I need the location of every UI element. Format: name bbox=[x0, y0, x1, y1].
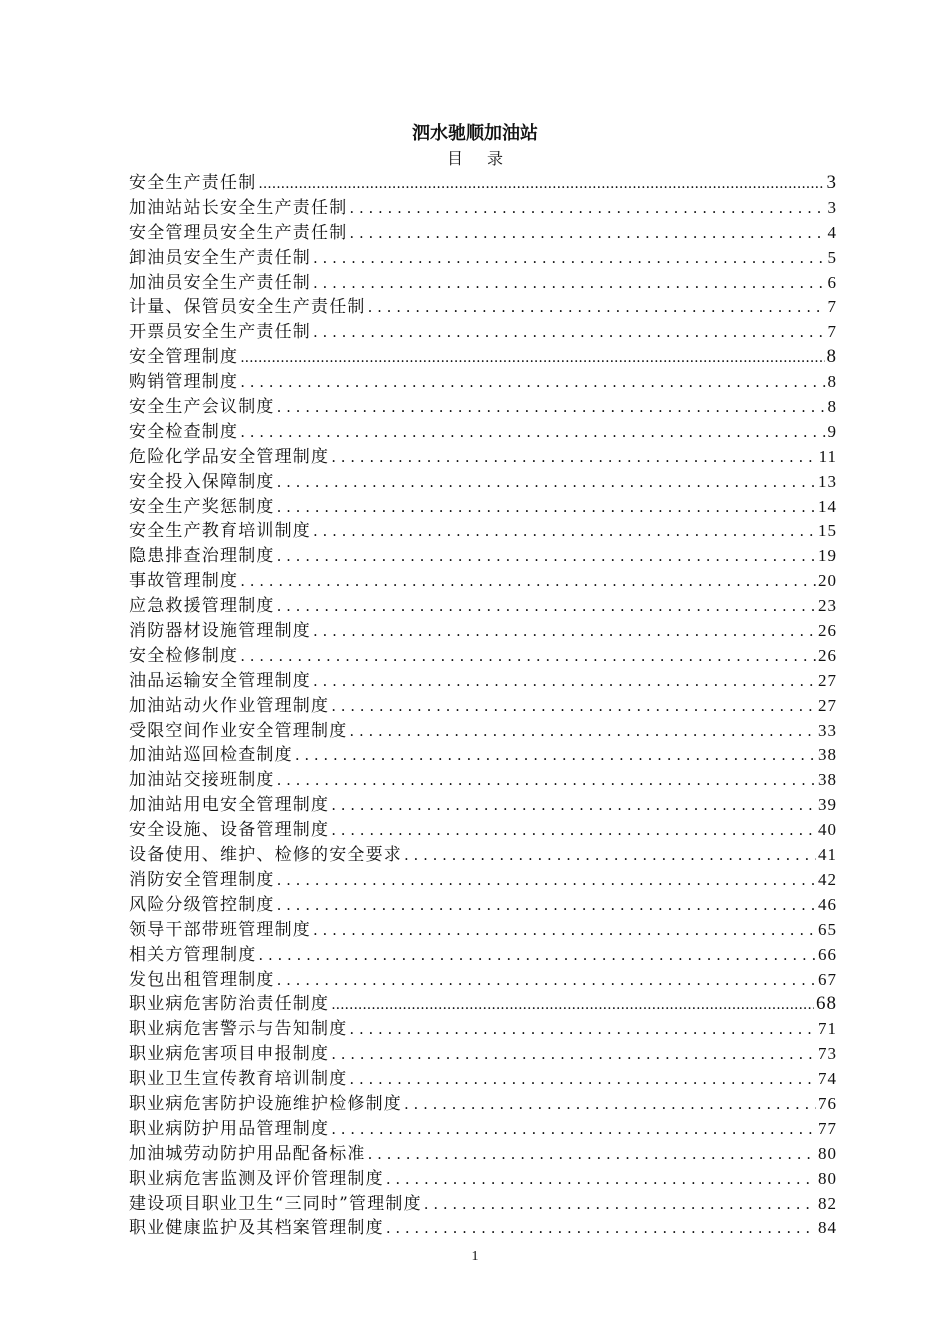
toc-leader-dots bbox=[349, 719, 816, 744]
toc-entry[interactable] bbox=[129, 669, 837, 694]
toc-entry[interactable] bbox=[129, 694, 837, 719]
toc-entry-page: 39 bbox=[818, 795, 837, 815]
toc-leader-dots bbox=[277, 495, 816, 520]
toc-entry-title: 安全生产奖惩制度 bbox=[129, 496, 275, 517]
toc-entry[interactable] bbox=[129, 420, 837, 445]
toc-entry-title: 应急救援管理制度 bbox=[129, 596, 275, 617]
toc-entry-title: 职业病危害防治责任制度 bbox=[129, 994, 330, 1015]
toc-leader-dots bbox=[277, 395, 826, 420]
toc-entry-page: 9 bbox=[827, 421, 837, 441]
toc-entry-title: 相关方管理制度 bbox=[129, 944, 257, 965]
toc-entry-page: 4 bbox=[827, 222, 837, 242]
toc-entry-page: 84 bbox=[818, 1218, 837, 1238]
toc-entry[interactable] bbox=[129, 1167, 837, 1192]
toc-leader-dots bbox=[277, 868, 816, 893]
toc-entry-page: 71 bbox=[818, 1019, 837, 1039]
toc-entry-title: 职业病危害警示与告知制度 bbox=[129, 1019, 348, 1040]
toc-leader-dots bbox=[331, 694, 816, 719]
toc-entry-page: 26 bbox=[818, 621, 837, 641]
toc-leader-dots bbox=[313, 320, 826, 345]
toc-leader-dots bbox=[277, 893, 816, 918]
toc-entry[interactable] bbox=[129, 1067, 837, 1092]
toc-entry-title: 职业病危害监测及评价管理制度 bbox=[129, 1168, 384, 1189]
toc-leader-dots bbox=[313, 669, 816, 694]
toc-leader-dots bbox=[349, 221, 825, 246]
toc-leader-dots bbox=[277, 968, 816, 993]
toc-entry[interactable] bbox=[129, 345, 837, 370]
toc-entry-title: 安全检修制度 bbox=[129, 645, 239, 666]
toc-entry[interactable] bbox=[129, 544, 837, 569]
toc-leader-dots bbox=[277, 470, 816, 495]
toc-entry-page: 68 bbox=[816, 993, 837, 1015]
toc-entry-page: 8 bbox=[826, 346, 837, 368]
toc-leader-dots bbox=[277, 768, 816, 793]
toc-entry-title: 购销管理制度 bbox=[129, 372, 239, 393]
toc-entry-page: 66 bbox=[818, 944, 837, 964]
toc-entry-title: 加油站交接班制度 bbox=[129, 770, 275, 791]
toc-entry-title: 发包出租管理制度 bbox=[129, 969, 275, 990]
toc-entry-title: 危险化学品安全管理制度 bbox=[129, 446, 330, 467]
toc-entry-page: 33 bbox=[818, 720, 837, 740]
table-of-contents bbox=[129, 171, 837, 1241]
toc-entry[interactable] bbox=[129, 370, 837, 395]
toc-leader-dots bbox=[313, 271, 826, 296]
toc-entry-page: 80 bbox=[818, 1168, 837, 1188]
toc-entry[interactable] bbox=[129, 1142, 837, 1167]
toc-entry-title: 安全设施、设备管理制度 bbox=[129, 820, 330, 841]
toc-entry[interactable] bbox=[129, 868, 837, 893]
toc-leader-dots bbox=[313, 918, 816, 943]
toc-entry-title: 加油站站长安全生产责任制 bbox=[129, 197, 348, 218]
toc-entry-page: 42 bbox=[818, 869, 837, 889]
toc-entry-title: 安全生产会议制度 bbox=[129, 397, 275, 418]
toc-entry[interactable] bbox=[129, 918, 837, 943]
toc-entry-page: 76 bbox=[818, 1093, 837, 1113]
toc-entry-page: 14 bbox=[818, 496, 837, 516]
toc-entry-title: 加油站巡回检查制度 bbox=[129, 745, 293, 766]
toc-entry-page: 74 bbox=[818, 1069, 837, 1089]
toc-entry-page: 46 bbox=[818, 894, 837, 914]
toc-entry-title: 加油站用电安全管理制度 bbox=[129, 795, 330, 816]
toc-entry-page: 73 bbox=[818, 1044, 837, 1064]
toc-heading: 目录 bbox=[446, 149, 527, 168]
toc-entry[interactable] bbox=[129, 893, 837, 918]
toc-entry-page: 3 bbox=[826, 172, 837, 193]
toc-entry-page: 38 bbox=[818, 770, 837, 790]
toc-entry-title: 风险分级管控制度 bbox=[129, 894, 275, 915]
toc-entry[interactable] bbox=[129, 569, 837, 594]
toc-entry-page: 7 bbox=[827, 297, 837, 317]
toc-entry-title: 职业健康监护及其档案管理制度 bbox=[129, 1218, 384, 1239]
toc-entry-title: 油品运输安全管理制度 bbox=[129, 670, 311, 691]
toc-entry-title: 加油站动火作业管理制度 bbox=[129, 695, 330, 716]
toc-entry[interactable] bbox=[129, 1192, 837, 1217]
toc-entry[interactable] bbox=[129, 594, 837, 619]
toc-leader-dots bbox=[240, 346, 824, 370]
toc-leader-dots bbox=[331, 1042, 816, 1067]
toc-leader-dots bbox=[295, 743, 816, 768]
toc-leader-dots bbox=[313, 246, 826, 271]
toc-leader-dots bbox=[331, 445, 816, 470]
toc-entry-page: 41 bbox=[818, 845, 837, 865]
toc-entry-title: 安全管理制度 bbox=[129, 347, 239, 368]
toc-leader-dots bbox=[258, 172, 824, 196]
toc-leader-dots bbox=[368, 295, 826, 320]
toc-entry-title: 安全管理员安全生产责任制 bbox=[129, 222, 348, 243]
toc-entry[interactable] bbox=[129, 246, 837, 271]
toc-leader-dots bbox=[240, 569, 816, 594]
toc-entry-title: 消防安全管理制度 bbox=[129, 869, 275, 890]
toc-leader-dots bbox=[240, 420, 825, 445]
toc-entry[interactable] bbox=[129, 271, 837, 296]
toc-entry-page: 67 bbox=[818, 969, 837, 989]
toc-entry[interactable] bbox=[129, 943, 837, 968]
toc-entry-page: 23 bbox=[818, 596, 837, 616]
toc-entry-title: 计量、保管员安全生产责任制 bbox=[129, 297, 366, 318]
toc-entry-page: 6 bbox=[827, 272, 837, 292]
toc-entry-page: 5 bbox=[827, 247, 837, 267]
toc-entry[interactable] bbox=[129, 843, 837, 868]
toc-leader-dots bbox=[313, 619, 816, 644]
toc-entry-page: 19 bbox=[818, 546, 837, 566]
toc-leader-dots bbox=[240, 644, 816, 669]
toc-entry-page: 82 bbox=[818, 1193, 837, 1213]
toc-entry-title: 建设项目职业卫生“三同时”管理制度 bbox=[129, 1193, 422, 1214]
toc-entry[interactable] bbox=[129, 968, 837, 993]
toc-entry[interactable] bbox=[129, 793, 837, 818]
toc-leader-dots bbox=[277, 544, 816, 569]
toc-entry-title: 职业病危害防护设施维护检修制度 bbox=[129, 1093, 402, 1114]
toc-leader-dots bbox=[258, 943, 816, 968]
toc-entry-title: 开票员安全生产责任制 bbox=[129, 322, 311, 343]
toc-entry[interactable] bbox=[129, 171, 837, 196]
toc-entry[interactable] bbox=[129, 196, 837, 221]
toc-leader-dots bbox=[349, 196, 825, 221]
toc-entry[interactable] bbox=[129, 295, 837, 320]
toc-entry-page: 26 bbox=[818, 645, 837, 665]
toc-leader-dots bbox=[386, 1167, 816, 1192]
toc-entry[interactable] bbox=[129, 320, 837, 345]
toc-entry-page: 13 bbox=[818, 471, 837, 491]
toc-entry-page: 80 bbox=[818, 1143, 837, 1163]
toc-entry-page: 11 bbox=[818, 446, 837, 466]
toc-leader-dots bbox=[386, 1216, 816, 1241]
toc-entry-title: 职业病危害项目申报制度 bbox=[129, 1044, 330, 1065]
toc-entry-page: 15 bbox=[818, 521, 837, 541]
toc-entry-title: 安全投入保障制度 bbox=[129, 471, 275, 492]
toc-entry-page: 8 bbox=[827, 372, 837, 392]
toc-entry[interactable] bbox=[129, 743, 837, 768]
toc-entry-title: 加油员安全生产责任制 bbox=[129, 272, 311, 293]
toc-leader-dots bbox=[331, 993, 814, 1017]
toc-leader-dots bbox=[331, 1117, 816, 1142]
toc-entry-title: 职业病防护用品管理制度 bbox=[129, 1118, 330, 1139]
toc-entry-title: 卸油员安全生产责任制 bbox=[129, 247, 311, 268]
toc-entry[interactable] bbox=[129, 992, 837, 1017]
toc-entry-page: 77 bbox=[818, 1118, 837, 1138]
toc-entry-page: 38 bbox=[818, 745, 837, 765]
toc-entry[interactable] bbox=[129, 644, 837, 669]
toc-leader-dots bbox=[349, 1017, 816, 1042]
toc-entry-title: 受限空间作业安全管理制度 bbox=[129, 720, 348, 741]
toc-entry[interactable] bbox=[129, 719, 837, 744]
toc-entry[interactable] bbox=[129, 445, 837, 470]
toc-entry[interactable] bbox=[129, 818, 837, 843]
toc-entry[interactable] bbox=[129, 768, 837, 793]
toc-entry[interactable] bbox=[129, 1092, 837, 1117]
toc-entry[interactable] bbox=[129, 395, 837, 420]
toc-entry-title: 隐患排查治理制度 bbox=[129, 546, 275, 567]
toc-leader-dots bbox=[331, 793, 816, 818]
toc-entry[interactable] bbox=[129, 221, 837, 246]
toc-entry-page: 27 bbox=[818, 670, 837, 690]
toc-entry[interactable] bbox=[129, 495, 837, 520]
toc-leader-dots bbox=[404, 1092, 816, 1117]
toc-entry-page: 7 bbox=[827, 322, 837, 342]
toc-leader-dots bbox=[277, 594, 816, 619]
toc-leader-dots bbox=[331, 818, 816, 843]
toc-leader-dots bbox=[313, 519, 816, 544]
toc-entry[interactable] bbox=[129, 519, 837, 544]
toc-entry[interactable] bbox=[129, 1117, 837, 1142]
toc-leader-dots bbox=[240, 370, 825, 395]
toc-entry-page: 20 bbox=[818, 571, 837, 591]
toc-leader-dots bbox=[349, 1067, 816, 1092]
toc-entry[interactable] bbox=[129, 1216, 837, 1241]
toc-entry-page: 3 bbox=[827, 197, 837, 217]
toc-entry-title: 事故管理制度 bbox=[129, 571, 239, 592]
toc-entry-title: 安全生产责任制 bbox=[129, 173, 257, 193]
toc-entry[interactable] bbox=[129, 619, 837, 644]
page-number: 1 bbox=[471, 1249, 479, 1264]
toc-leader-dots bbox=[404, 843, 816, 868]
toc-entry-page: 40 bbox=[818, 820, 837, 840]
toc-entry-page: 65 bbox=[818, 919, 837, 939]
document-title: 泗水驰顺加油站 bbox=[412, 123, 538, 144]
toc-entry-title: 加油城劳动防护用品配备标准 bbox=[129, 1143, 366, 1164]
toc-entry[interactable] bbox=[129, 470, 837, 495]
toc-entry-title: 安全检查制度 bbox=[129, 421, 239, 442]
toc-entry[interactable] bbox=[129, 1017, 837, 1042]
toc-leader-dots bbox=[368, 1142, 816, 1167]
toc-entry-title: 消防器材设施管理制度 bbox=[129, 621, 311, 642]
toc-entry-title: 领导干部带班管理制度 bbox=[129, 919, 311, 940]
toc-entry-title: 职业卫生宣传教育培训制度 bbox=[129, 1069, 348, 1090]
toc-entry-title: 设备使用、维护、检修的安全要求 bbox=[129, 845, 402, 866]
toc-entry-page: 8 bbox=[827, 397, 837, 417]
toc-entry-title: 安全生产教育培训制度 bbox=[129, 521, 311, 542]
toc-leader-dots bbox=[424, 1192, 816, 1217]
toc-entry-page: 27 bbox=[818, 695, 837, 715]
toc-entry[interactable] bbox=[129, 1042, 837, 1067]
